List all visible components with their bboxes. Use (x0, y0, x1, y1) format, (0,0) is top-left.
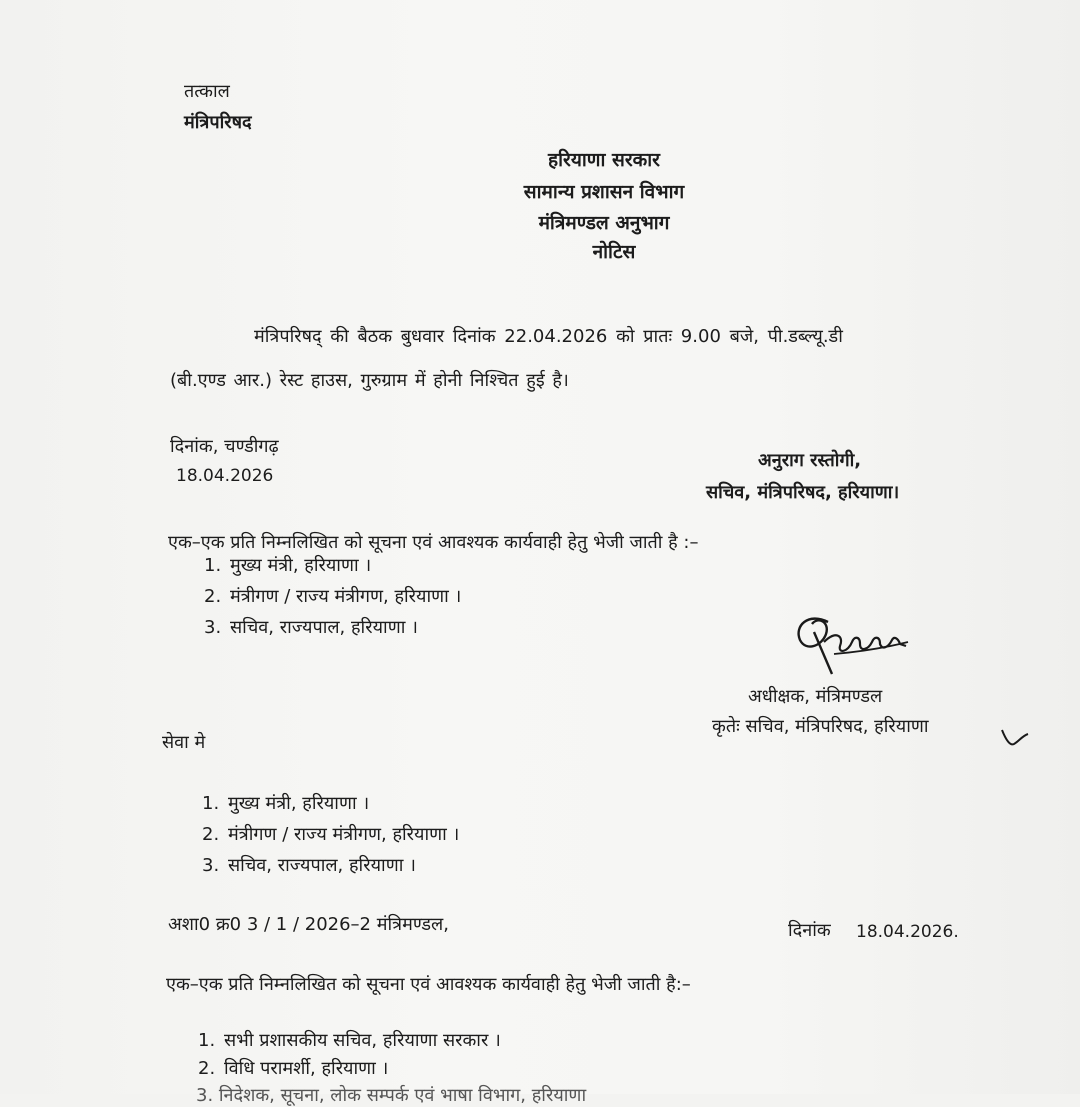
list-item-cut-off: 3. निदेशक, सूचना, लोक सम्पर्क एवं भाषा विभाग, हरियाणा (196, 1085, 587, 1106)
list-item: 3. सचिव, राज्यपाल, हरियाणा । (202, 855, 416, 876)
copy-intro-1: एक–एक प्रति निम्नलिखित को सूचना एवं आवश्यक कार्यवाही हेतु भेजी जाती है :– (168, 532, 699, 553)
list-item: 1. मुख्य मंत्री, हरियाणा । (204, 555, 372, 576)
urgent-label: तत्काल (184, 81, 230, 102)
date-place-label: दिनांक, चण्डीगढ़ (170, 436, 279, 457)
list-item: 3. सचिव, राज्यपाल, हरियाणा । (204, 617, 418, 638)
memo-date: 18.04.2026. (856, 922, 959, 942)
superintendent-for: कृतेः सचिव, मंत्रिपरिषद, हरियाणा (712, 716, 929, 737)
superintendent-title: अधीक्षक, मंत्रिमण्डल (748, 686, 883, 707)
copy-intro-2: एक–एक प्रति निम्नलिखित को सूचना एवं आवश्यक कार्यवाही हेतु भेजी जाती है:– (166, 974, 691, 995)
list-item: 2. मंत्रीगण / राज्य मंत्रीगण, हरियाणा । (204, 586, 462, 607)
list-item: 2. मंत्रीगण / राज्य मंत्रीगण, हरियाणा । (202, 824, 460, 845)
government-title: हरियाणा सरकार (548, 149, 660, 171)
service-to-label: सेवा मे (162, 732, 206, 753)
issue-date: 18.04.2026 (176, 466, 274, 486)
signatory-name: अनुराग रस्तोगी, (758, 450, 862, 471)
signatory-designation: सचिव, मंत्रिपरिषद, हरियाणा। (706, 482, 900, 503)
section-title: मंत्रिमण्डल अनुभाग (538, 212, 670, 234)
notice-title: नोटिस (592, 241, 636, 263)
memo-date-label: दिनांक (788, 920, 831, 941)
list-item: 1. मुख्य मंत्री, हरियाणा । (202, 793, 370, 814)
department-title: सामान्य प्रशासन विभाग (523, 181, 685, 203)
memo-reference: अशा0 क्र0 3 / 1 / 2026–2 मंत्रिमण्डल, (168, 914, 449, 935)
handwritten-signature (788, 602, 918, 678)
notice-body-line-1: मंत्रिपरिषद् की बैठक बुधवार दिनांक 22.04.2026 को प्रातः 9.00 बजे, पी.डब्ल्यू.डी (254, 326, 843, 347)
signature-tail (1000, 726, 1030, 750)
list-item: 2. विधि परामर्शी, हरियाणा । (198, 1058, 389, 1079)
notice-body-line-2: (बी.एण्ड आर.) रेस्ट हाउस, गुरुग्राम में होनी निश्चित हुई है। (170, 370, 569, 391)
list-item: 1. सभी प्रशासकीय सचिव, हरियाणा सरकार । (198, 1030, 501, 1051)
council-label: मंत्रिपरिषद (184, 112, 252, 133)
